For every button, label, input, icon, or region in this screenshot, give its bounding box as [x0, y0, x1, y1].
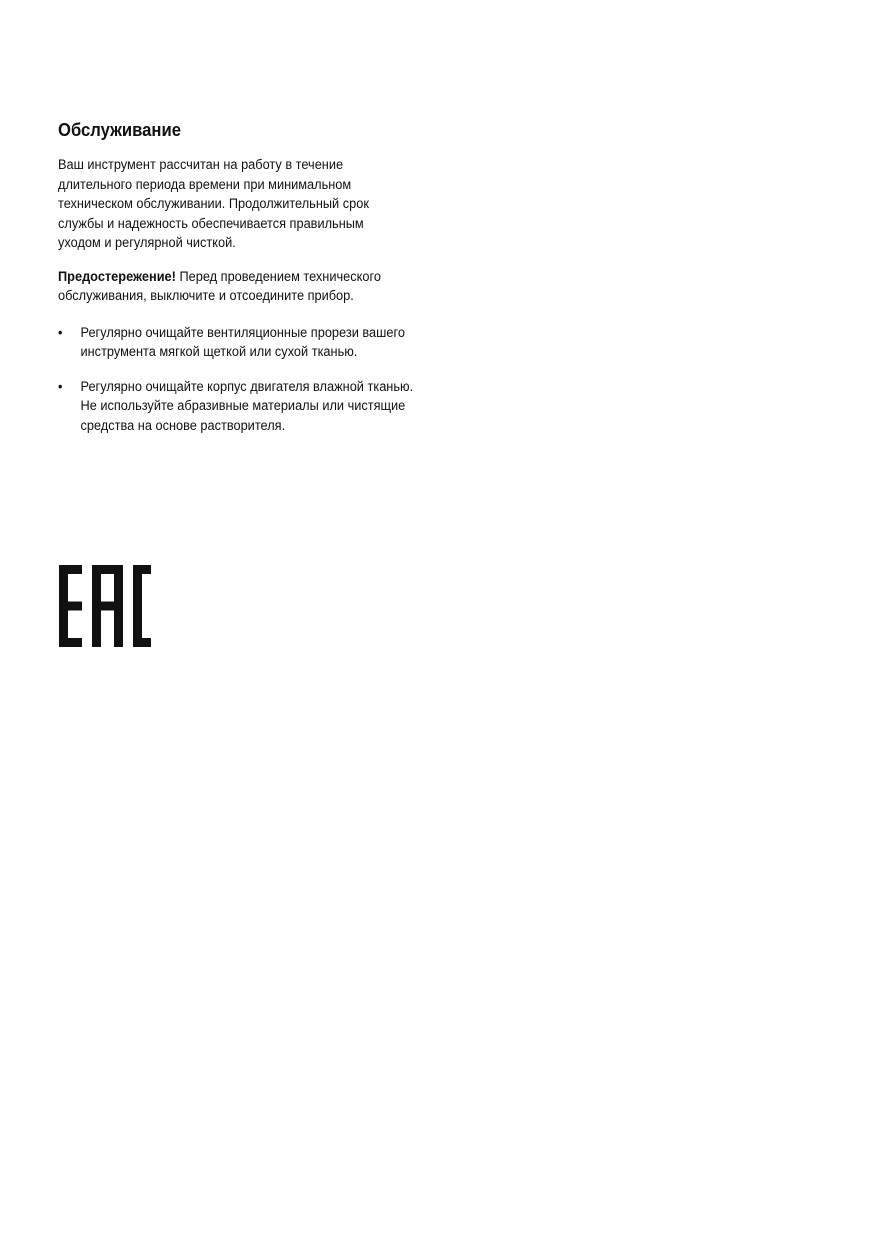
bullet-text: Регулярно очищайте вентиляционные прорези вашего инструмента мягкой щеткой или сухой тканью.: [80, 324, 405, 360]
intro-paragraph: Ваш инструмент рассчитан на работу в течение длительного периода времени при минимальном техническом обслуживании. Продолжительный срок службы и надежность обеспечивается правильным уходом и регулярной чисткой.: [58, 157, 369, 251]
warning-label: Предостережение!: [58, 268, 176, 285]
bullet-icon: •: [58, 378, 63, 395]
eac-conformity-mark-icon: [59, 565, 151, 647]
list-item: [58, 378, 418, 437]
bullet-icon: •: [58, 324, 63, 341]
maintenance-bullet-list: [58, 324, 418, 437]
maintenance-section: [58, 118, 414, 451]
list-item: [58, 324, 418, 363]
warning-text: Перед проведением технического обслуживания, выключите и отсоедините прибор.: [58, 268, 381, 304]
section-title: Обслуживание: [58, 119, 181, 140]
bullet-text: Регулярно очищайте корпус двигателя влажной тканью. Не используйте абразивные материалы или чистящие средства на основе растворителя.: [80, 378, 414, 434]
warning-paragraph: [58, 268, 418, 307]
